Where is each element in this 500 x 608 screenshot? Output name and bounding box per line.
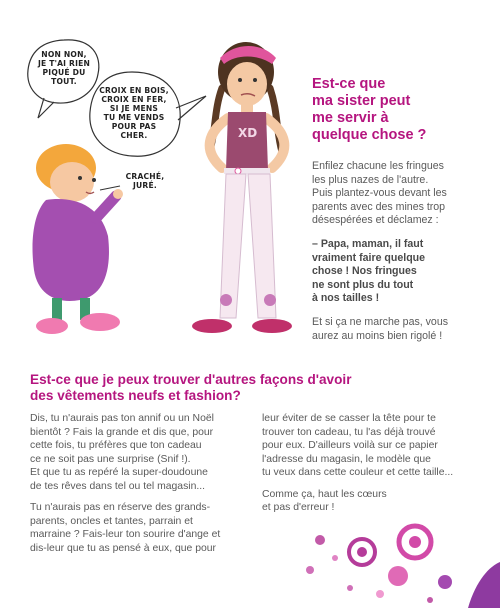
sister-paragraph-1 xyxy=(312,160,492,228)
text-line: dis-leur que tu as pensé à eux, que pour xyxy=(30,542,217,554)
text-line: parents, oncles et tantes, parrain et xyxy=(30,515,193,527)
comic-illustration xyxy=(0,0,320,350)
quote-line: – Papa, maman, il faut xyxy=(312,237,424,250)
circle-dot xyxy=(315,535,325,545)
bubble-1-text: NON NON, JE T'AI RIEN PIQUÉ DU TOUT. xyxy=(37,50,91,86)
circles-graphic xyxy=(280,520,500,608)
circle-dot xyxy=(438,575,452,589)
little-sister-figure xyxy=(33,144,124,334)
text-line: Comme ça, haut les cœurs xyxy=(262,488,387,500)
circle-dot xyxy=(357,547,367,557)
text-line: Et si ça ne marche pas, vous xyxy=(312,315,449,328)
quote-line: à nos tailles ! xyxy=(312,292,380,305)
circle-dot xyxy=(409,536,421,548)
text-line: marraine ? Fais-leur ton sourire d'ange et xyxy=(30,529,221,540)
sister-paragraph-2 xyxy=(312,316,492,343)
older-sister-figure xyxy=(192,42,292,333)
fashion-column-left xyxy=(30,412,240,555)
text-line: Enfilez chacune les fringues xyxy=(312,160,444,172)
title-line: quelque chose ? xyxy=(312,127,427,143)
text-line: leur éviter de se casser la tête pour te xyxy=(262,413,436,424)
quote-line: vraiment faire quelque xyxy=(312,251,426,264)
fashion-column-right xyxy=(262,412,472,515)
text-line: Tu n'aurais pas en réserve des grands- xyxy=(30,502,211,513)
shirt-lettering: XD xyxy=(238,126,258,140)
text-line: parents avec des mines trop xyxy=(312,200,446,213)
text-line: trouver ton cadeau, tu l'as déjà trouvé xyxy=(262,426,436,438)
text-line: de tes rêves dans tel ou tel magasin... xyxy=(30,480,206,492)
sister-section xyxy=(312,76,492,343)
text-line: désespérées et déclamez : xyxy=(312,214,439,227)
speech-bubble-text-1 xyxy=(33,50,95,86)
title-line: Est-ce que je peux trouver d'autres façons d'avoir xyxy=(30,372,352,387)
text-line: l'adresse du magasin, le modèle que xyxy=(262,453,431,465)
text-line: tu veux dans cette couleur et cette taille... xyxy=(262,467,454,478)
fashion-paragraph-3 xyxy=(262,412,472,480)
text-line: bientôt ? Fais la grande et dis que, pour xyxy=(30,426,214,438)
fashion-paragraph-4 xyxy=(262,488,472,515)
text-line: aurez au moins bien rigolé ! xyxy=(312,329,443,342)
text-line: et pas d'erreur ! xyxy=(262,502,335,513)
bubble-3-text: CRACHÉ, JURÉ. xyxy=(125,172,165,190)
corner-shape xyxy=(468,562,500,608)
text-line: Dis, tu n'aurais pas ton annif ou un Noël xyxy=(30,413,214,424)
sister-section-title xyxy=(312,76,492,144)
decorative-circles xyxy=(280,520,500,608)
text-line: Puis plantez-vous devant les xyxy=(312,187,447,200)
text-line: Et que tu as repéré la super-doudoune xyxy=(30,467,208,478)
title-line: ma sister peut xyxy=(312,93,411,109)
quote-line: chose ! Nos fringues xyxy=(312,265,417,278)
speech-bubble-text-3 xyxy=(115,172,175,190)
circle-dot xyxy=(332,555,338,561)
bubble-2-text: CROIX EN BOIS, CROIX EN FER, SI JE MENS TU ME VENDS POUR PAS CHER. xyxy=(99,86,169,140)
quote-line: ne sont plus du tout xyxy=(312,278,414,291)
fashion-paragraph-2 xyxy=(30,501,240,555)
text-line: les plus nazes de l'autre. xyxy=(312,173,429,186)
sister-quote xyxy=(312,238,492,306)
text-line: ce ne soit pas une surprise (Snif !). xyxy=(30,453,191,465)
title-line: me servir à xyxy=(312,110,389,126)
speech-bubble-text-2 xyxy=(93,86,175,140)
circle-dot xyxy=(427,597,433,603)
title-line: des vêtements neufs et fashion? xyxy=(30,388,241,403)
text-line: pour eux. D'ailleurs voilà sur ce papier xyxy=(262,440,438,451)
title-line: Est-ce que xyxy=(312,76,386,92)
text-line: cette fois, tu préfères que ton cadeau xyxy=(30,440,202,451)
circle-dot xyxy=(388,566,408,586)
circle-dot xyxy=(306,566,314,574)
circle-dot xyxy=(347,585,353,591)
fashion-paragraph-1 xyxy=(30,412,240,493)
fashion-section-title xyxy=(30,372,390,404)
circle-dot xyxy=(376,590,384,598)
